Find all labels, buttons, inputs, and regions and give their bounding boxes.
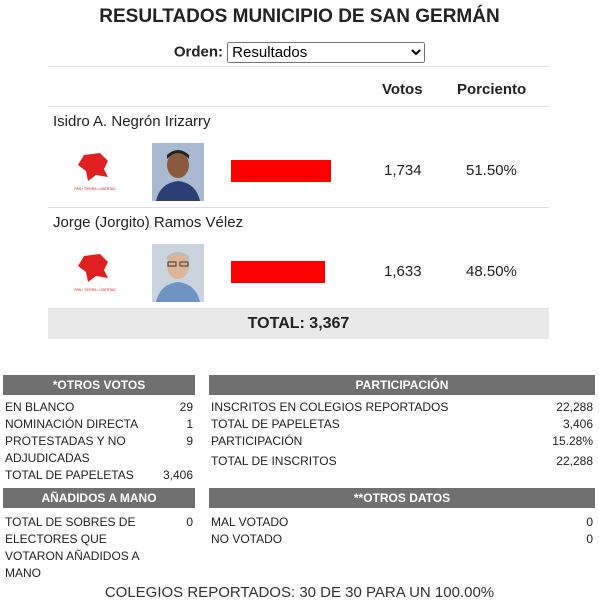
candidate-votes: 1,734 bbox=[384, 162, 422, 179]
vote-bar bbox=[231, 261, 325, 283]
otros-votos-header: *OTROS VOTOS bbox=[3, 375, 195, 395]
colegios-reportados: COLEGIOS REPORTADOS: 30 DE 30 PARA UN 100.00% bbox=[104, 584, 495, 601]
candidate-percent: 51.50% bbox=[466, 162, 517, 179]
otros-votos-row: PROTESTADAS Y NO ADJUDICADAS 9 bbox=[5, 434, 193, 465]
otros-votos-box bbox=[3, 375, 195, 484]
candidate-row bbox=[48, 107, 549, 208]
otros-datos-header: **OTROS DATOS bbox=[209, 488, 595, 508]
participacion-row: PARTICIPACIÓN 15.28% bbox=[211, 434, 593, 448]
svg-text:PAN • TIERRA • LIBERTAD: PAN • TIERRA • LIBERTAD bbox=[74, 187, 116, 191]
participacion-row: TOTAL DE PAPELETAS 3,406 bbox=[211, 417, 593, 431]
svg-text:PAN • TIERRA • LIBERTAD: PAN • TIERRA • LIBERTAD bbox=[74, 288, 116, 292]
otros-votos-row: TOTAL DE PAPELETAS 3,406 bbox=[5, 468, 193, 482]
anadidos-row: TOTAL DE SOBRES DE ELECTORES QUE VOTARON AÑADIDOS A MANO 0 bbox=[5, 515, 193, 580]
candidate-photo bbox=[152, 244, 204, 302]
order-label: Orden: bbox=[173, 43, 223, 61]
votes-header: Votos bbox=[382, 81, 423, 98]
vote-bar bbox=[231, 160, 331, 182]
percent-header: Porciento bbox=[457, 81, 527, 98]
anadidos-header: AÑADIDOS A MANO bbox=[3, 488, 195, 508]
order-control bbox=[0, 42, 599, 63]
participacion-row: TOTAL DE INSCRITOS 22,288 bbox=[211, 454, 593, 468]
otros-datos-row: MAL VOTADO 0 bbox=[211, 515, 593, 529]
candidate-percent: 48.50% bbox=[466, 263, 517, 280]
otros-datos-row: NO VOTADO 0 bbox=[211, 532, 593, 546]
pip-logo-icon bbox=[74, 252, 116, 294]
order-select[interactable] bbox=[227, 42, 425, 63]
candidate-photo bbox=[152, 143, 204, 201]
participacion-box bbox=[209, 375, 595, 470]
candidate-votes: 1,633 bbox=[384, 263, 422, 280]
candidate-name: Jorge (Jorgito) Ramos Vélez bbox=[53, 214, 244, 231]
otros-votos-row: NOMINACIÓN DIRECTA 1 bbox=[5, 417, 193, 431]
results-header bbox=[48, 66, 549, 107]
participacion-row: INSCRITOS EN COLEGIOS REPORTADOS 22,288 bbox=[211, 400, 593, 414]
participacion-header: PARTICIPACIÓN bbox=[209, 375, 595, 395]
candidate-row bbox=[48, 208, 549, 309]
pip-logo-icon bbox=[74, 151, 116, 193]
page-title: RESULTADOS MUNICIPIO DE SAN GERMÁN bbox=[99, 6, 500, 27]
results-table bbox=[48, 66, 549, 339]
candidate-name: Isidro A. Negrón Irizarry bbox=[53, 113, 211, 130]
total-votes: TOTAL: 3,367 bbox=[48, 309, 549, 339]
otros-votos-row: EN BLANCO 29 bbox=[5, 400, 193, 414]
anadidos-box bbox=[3, 488, 195, 582]
otros-datos-box bbox=[209, 488, 595, 548]
